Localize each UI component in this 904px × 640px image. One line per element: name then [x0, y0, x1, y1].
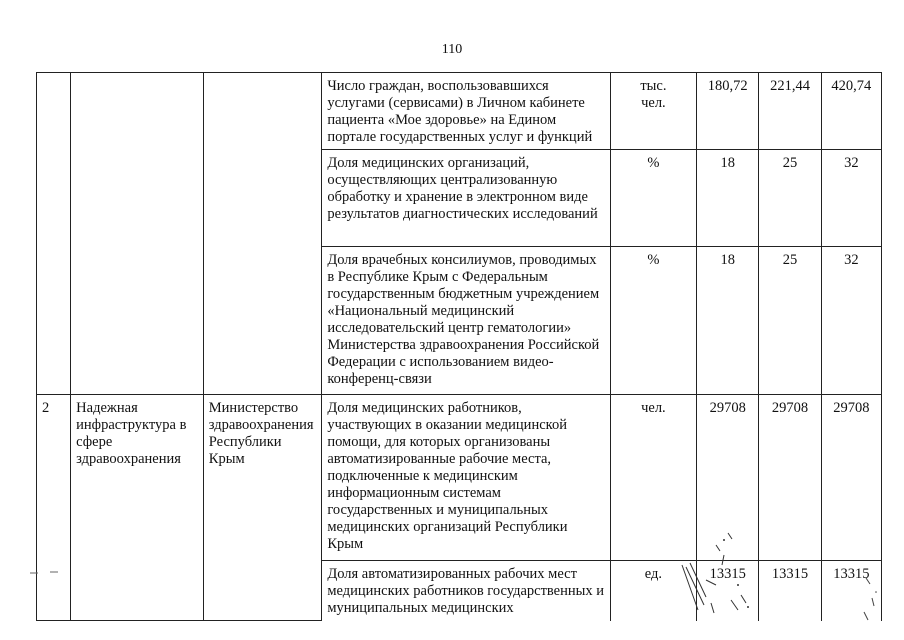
indicator-cell: Доля медицинских работников, участвующих в оказании медицинской помощи, для которых организованы автоматизированные рабочие места, подключенные к медицинским информационным системам государственных и муниципальных медицинских организаций Республики Крым — [322, 395, 610, 561]
table-row — [37, 395, 882, 561]
value-cell: 18 — [697, 247, 759, 395]
unit-cell: % — [610, 247, 696, 395]
section-name: Надежная инфраструктура в сфере здравоохранения — [71, 395, 204, 621]
indicator-cell: Доля медицинских организаций, осуществляющих централизованную обработку и хранение в электронном виде результатов диагностических исследований — [322, 150, 610, 247]
unit-line-2: чел. — [641, 95, 666, 111]
value-cell: 18 — [697, 150, 759, 247]
empty-name-cell — [71, 73, 204, 395]
indicator-cell: Число граждан, воспользовавшихся услугами (сервисами) в Личном кабинете пациента «Мое здоровье» на Едином портале государственных услуг и функций — [322, 73, 610, 150]
value-cell: 29708 — [821, 395, 881, 561]
value-cell: 13315 — [821, 561, 881, 621]
value-cell: 180,72 — [697, 73, 759, 150]
unit-cell — [610, 73, 696, 150]
indicators-table — [36, 72, 882, 621]
page-number: 110 — [441, 42, 463, 57]
value-cell: 25 — [759, 150, 821, 247]
unit-line-1: тыс. — [640, 78, 667, 94]
value-cell: 420,74 — [821, 73, 881, 150]
value-cell: 32 — [821, 150, 881, 247]
value-cell: 29708 — [759, 395, 821, 561]
unit-cell: чел. — [610, 395, 696, 561]
value-cell: 221,44 — [759, 73, 821, 150]
indicator-cell: Доля автоматизированных рабочих мест медицинских работников государственных и муниципальных медицинских — [322, 561, 610, 621]
empty-number-cell — [37, 73, 71, 395]
unit-cell: ед. — [610, 561, 696, 621]
value-cell: 25 — [759, 247, 821, 395]
section-organization: Министерство здравоохранения Республики Крым — [203, 395, 322, 621]
table-row — [37, 73, 882, 150]
indicator-cell: Доля врачебных консилиумов, проводимых в Республике Крым с Федеральным государственным бюджетным учреждением «Национальный медицинский исследовательский центр гематологии» Министерства здравоохранения Российской Федерации с использованием видео-конференц-связи — [322, 247, 610, 395]
value-cell: 32 — [821, 247, 881, 395]
value-cell: 29708 — [697, 395, 759, 561]
section-number: 2 — [37, 395, 71, 621]
unit-cell: % — [610, 150, 696, 247]
value-cell: 13315 — [759, 561, 821, 621]
value-cell: 13315 — [697, 561, 759, 621]
empty-organization-cell — [203, 73, 322, 395]
